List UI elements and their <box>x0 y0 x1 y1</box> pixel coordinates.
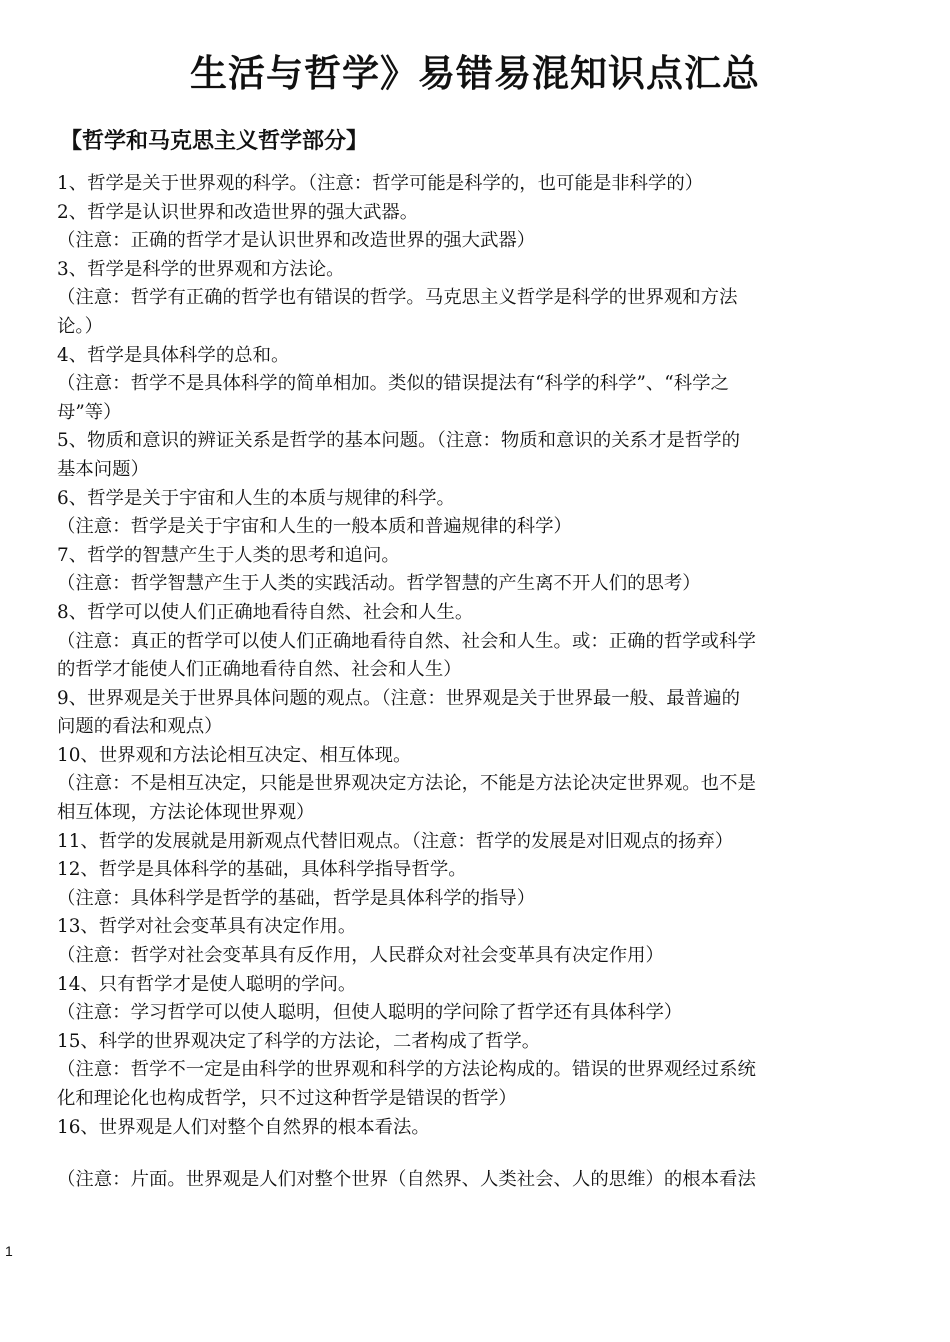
text-line: 相互体现，方法论体现世界观） <box>57 802 315 824</box>
text-line: 化和理论化也构成哲学，只不过这种哲学是错误的哲学） <box>57 1088 517 1109</box>
text-line: （注意：哲学智慧产生于人类的实践活动。哲学智慧的产生离不开人们的思考） <box>57 573 701 595</box>
text-line: （注意：正确的哲学才是认识世界和改造世界的强大武器） <box>57 230 536 252</box>
text-line: 1、哲学是关于世界观的科学。（注意：哲学可能是科学的，也可能是非科学的） <box>57 173 704 194</box>
text-line: 4、哲学是具体科学的总和。 <box>57 344 290 366</box>
text-line: （注意：具体科学是哲学的基础，哲学是具体科学的指导） <box>57 887 536 909</box>
text-line: 11、哲学的发展就是用新观点代替旧观点。（注意：哲学的发展是对旧观点的扬弃） <box>57 830 734 852</box>
text-line: 3、哲学是科学的世界观和方法论。 <box>57 258 345 280</box>
text-line: 14、只有哲学才是使人聪明的学问。 <box>57 973 357 995</box>
text-line: 5、物质和意识的辨证关系是哲学的基本问题。（注意：物质和意识的关系才是哲学的 <box>57 430 740 452</box>
text-line: （注意：真正的哲学可以使人们正确地看待自然、社会和人生。或：正确的哲学或科学 <box>57 630 756 652</box>
text-line: 10、世界观和方法论相互决定、相互体现。 <box>57 744 412 766</box>
text-line: 母”等） <box>57 401 122 423</box>
text-line: （注意：哲学不是具体科学的简单相加。类似的错误提法有“科学的科学”、“科学之 <box>57 373 729 395</box>
text-line: 基本问题） <box>57 458 149 480</box>
document-title: 生活与哲学》易错易混知识点汇总 <box>190 52 760 95</box>
text-line: 8、哲学可以使人们正确地看待自然、社会和人生。 <box>57 601 474 623</box>
text-line: （注意：哲学是关于宇宙和人生的一般本质和普遍规律的科学） <box>57 516 572 538</box>
text-line: 15、科学的世界观决定了科学的方法论，二者构成了哲学。 <box>57 1030 541 1052</box>
text-line: 2、哲学是认识世界和改造世界的强大武器。 <box>57 201 419 223</box>
text-line: （注意：不是相互决定，只能是世界观决定方法论，不能是方法论决定世界观。也不是 <box>57 773 756 795</box>
text-line: 13、哲学对社会变革具有决定作用。 <box>57 916 357 938</box>
text-line: 6、哲学是关于宇宙和人生的本质与规律的科学。 <box>57 487 455 509</box>
text-line: （注意：哲学有正确的哲学也有错误的哲学。马克思主义哲学是科学的世界观和方法 <box>57 287 738 309</box>
text-line: 16、世界观是人们对整个自然界的根本看法。 <box>57 1116 430 1138</box>
text-line: 论。） <box>57 315 103 337</box>
text-line: 9、世界观是关于世界具体问题的观点。（注意：世界观是关于世界最一般、最普遍的 <box>57 687 740 709</box>
text-line: （注意：哲学对社会变革具有反作用，人民群众对社会变革具有决定作用） <box>57 945 664 967</box>
text-line: （注意：哲学不一定是由科学的世界观和科学的方法论构成的。错误的世界观经过系统 <box>57 1059 756 1081</box>
text-line: 的哲学才能使人们正确地看待自然、社会和人生） <box>57 659 462 681</box>
document-body <box>57 170 902 1195</box>
text-line: 12、哲学是具体科学的基础，具体科学指导哲学。 <box>57 859 467 881</box>
text-line: 问题的看法和观点） <box>57 716 223 738</box>
section-heading: 【哲学和马克思主义哲学部分】 <box>60 128 369 154</box>
text-line: （注意：学习哲学可以使人聪明，但使人聪明的学问除了哲学还有具体科学） <box>57 1002 683 1024</box>
text-line: （注意：片面。世界观是人们对整个世界（自然界、人类社会、人的思维）的根本看法 <box>57 1169 756 1191</box>
text-line: 7、哲学的智慧产生于人类的思考和追问。 <box>57 544 400 566</box>
page-number: 1 <box>5 1243 13 1259</box>
